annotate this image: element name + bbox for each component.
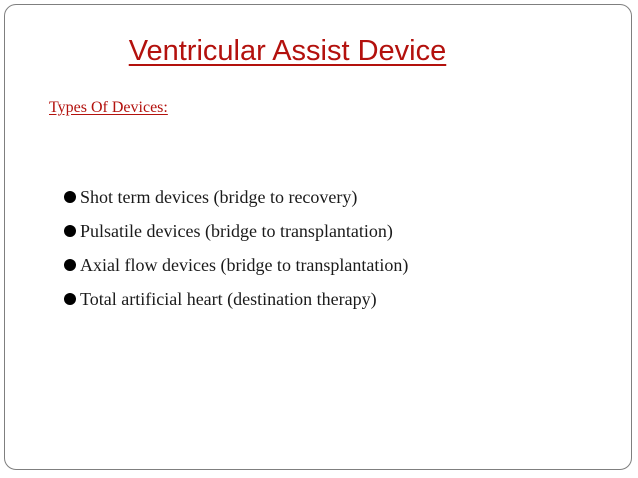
list-item xyxy=(62,282,408,316)
bullet-text: Shot term devices (bridge to recovery) xyxy=(80,186,358,207)
bullet-icon xyxy=(64,191,76,203)
slide-frame xyxy=(4,4,632,470)
bullet-text: Pulsatile devices (bridge to transplantation) xyxy=(80,220,393,241)
bullet-list xyxy=(62,180,408,316)
list-item xyxy=(62,180,408,214)
list-item xyxy=(62,248,408,282)
bullet-icon xyxy=(64,259,76,271)
list-item xyxy=(62,214,408,248)
slide-title xyxy=(5,33,633,69)
bullet-icon xyxy=(64,293,76,305)
bullet-icon xyxy=(64,225,76,237)
slide-title-text: Ventricular Assist Device xyxy=(128,35,447,67)
section-subtitle: Types Of Devices: xyxy=(49,99,168,116)
bullet-text: Axial flow devices (bridge to transplantation) xyxy=(80,254,409,275)
bullet-text: Total artificial heart (destination therapy) xyxy=(80,288,377,309)
